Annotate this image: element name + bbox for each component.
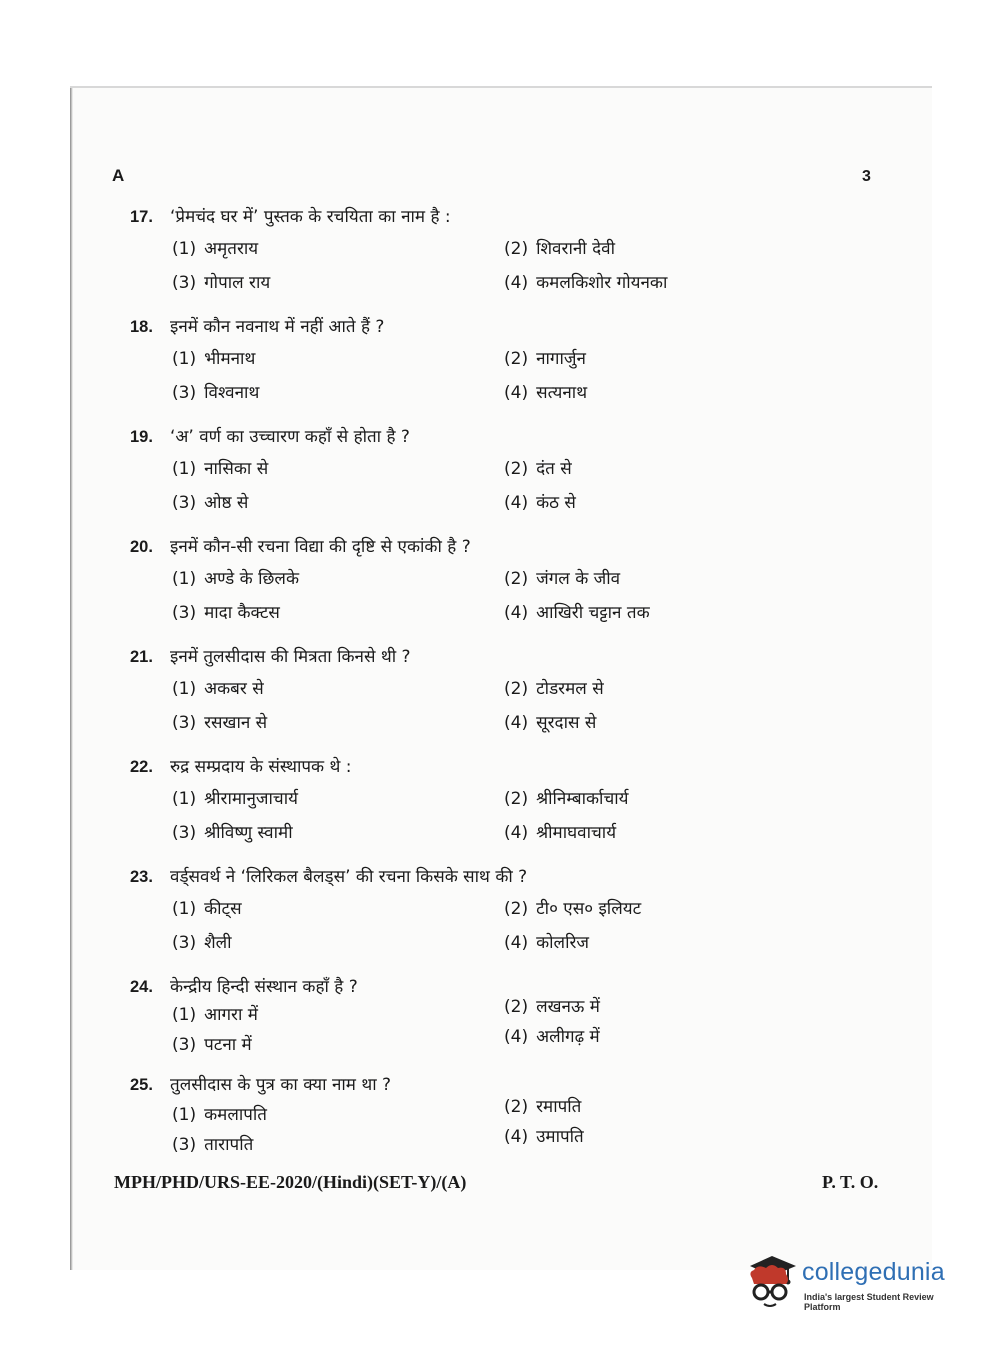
question-stem: [130, 204, 451, 227]
option-1: (1) कीट्स: [172, 899, 242, 919]
option-1: (1) अण्डे के छिलके: [172, 569, 300, 589]
question-text: केन्द्रीय हिन्दी संस्थान कहाँ है ?: [170, 977, 358, 997]
question-stem: [130, 974, 358, 997]
question-text: तुलसीदास के पुत्र का क्या नाम था ?: [170, 1075, 392, 1095]
question-stem: [130, 424, 410, 447]
please-turn-over: P. T. O.: [822, 1172, 879, 1192]
option-1: (1) कमलापति: [172, 1105, 267, 1125]
question-17: [0, 204, 1002, 309]
option-3: (3) तारापति: [172, 1135, 254, 1155]
question-number: 18.: [130, 318, 153, 336]
option-4: (4) कंठ से: [504, 493, 576, 513]
question-22: [0, 754, 1002, 859]
question-stem: [130, 644, 411, 667]
question-text: ‘अ’ वर्ण का उच्चारण कहाँ से होता है ?: [170, 427, 410, 447]
question-21: [0, 644, 1002, 749]
question-number: 17.: [130, 208, 153, 226]
option-4: (4) सत्यनाथ: [504, 383, 588, 403]
question-text: ‘प्रेमचंद घर में’ पुस्तक के रचयिता का नाम है :: [170, 207, 451, 227]
option-4: (4) आखिरी चट्टान तक: [504, 603, 650, 623]
question-stem: [130, 314, 384, 337]
question-stem: [130, 1072, 391, 1095]
option-1: (1) आगरा में: [172, 1005, 258, 1025]
question-text: इनमें तुलसीदास की मित्रता किनसे थी ?: [170, 647, 411, 667]
question-number: 22.: [130, 758, 153, 776]
option-4: (4) कमलकिशोर गोयनका: [504, 273, 668, 293]
question-number: 19.: [130, 428, 153, 446]
option-2: (2) शिवरानी देवी: [504, 239, 615, 259]
question-23: [0, 864, 1002, 969]
option-4: (4) सूरदास से: [504, 713, 597, 733]
option-2: (2) टोडरमल से: [504, 679, 604, 699]
set-letter: A: [112, 166, 125, 185]
option-4: (4) अलीगढ़ में: [504, 1027, 600, 1047]
option-4: (4) कोलरिज: [504, 933, 590, 953]
option-3: (3) मादा कैक्टस: [172, 603, 280, 623]
option-3: (3) रसखान से: [172, 713, 268, 733]
option-3: (3) विश्वनाथ: [172, 383, 260, 403]
question-stem: [130, 534, 471, 557]
option-2: (2) लखनऊ में: [504, 997, 600, 1017]
question-text: इनमें कौन नवनाथ में नहीं आते हैं ?: [170, 317, 385, 337]
question-number: 23.: [130, 868, 153, 886]
question-number: 20.: [130, 538, 153, 556]
option-3: (3) शैली: [172, 933, 232, 953]
option-2: (2) दंत से: [504, 459, 572, 479]
option-1: (1) अकबर से: [172, 679, 264, 699]
page-number: 3: [862, 168, 871, 185]
page-top-edge: [70, 86, 932, 88]
question-20: [0, 534, 1002, 639]
question-text: रुद्र सम्प्रदाय के संस्थापक थे :: [170, 757, 352, 777]
question-stem: [130, 754, 351, 777]
brand-name: collegedunia: [802, 1258, 945, 1286]
paper-code: MPH/PHD/URS-EE-2020/(Hindi)(SET-Y)/(A): [114, 1172, 467, 1192]
option-3: (3) ओष्ठ से: [172, 493, 249, 513]
question-number: 21.: [130, 648, 153, 666]
option-1: (1) भीमनाथ: [172, 349, 256, 369]
brand-tagline: India's largest Student Review Platform: [804, 1292, 934, 1312]
option-4: (4) श्रीमाघवाचार्य: [504, 823, 617, 843]
option-1: (1) श्रीरामानुजाचार्य: [172, 789, 298, 809]
option-2: (2) जंगल के जीव: [504, 569, 621, 589]
question-stem: [130, 864, 527, 887]
option-2: (2) टी० एस० इलियट: [504, 899, 642, 919]
question-19: [0, 424, 1002, 529]
question-25: [0, 1072, 1002, 1177]
question-18: [0, 314, 1002, 419]
collegedunia-watermark: [742, 1250, 972, 1316]
question-24: [0, 974, 1002, 1079]
option-2: (2) नागार्जुन: [504, 349, 586, 369]
question-number: 24.: [130, 978, 153, 996]
question-number: 25.: [130, 1076, 153, 1094]
option-2: (2) रमापति: [504, 1097, 582, 1117]
option-2: (2) श्रीनिम्बार्काचार्य: [504, 789, 629, 809]
option-1: (1) नासिका से: [172, 459, 269, 479]
option-4: (4) उमापति: [504, 1127, 584, 1147]
option-1: (1) अमृतराय: [172, 239, 259, 259]
question-text: इनमें कौन-सी रचना विद्या की दृष्टि से एकांकी है ?: [170, 537, 471, 557]
option-3: (3) श्रीविष्णु स्वामी: [172, 823, 293, 843]
question-text: वर्ड्सवर्थ ने ‘लिरिकल बैलड्स’ की रचना किसके साथ की ?: [170, 867, 528, 887]
option-3: (3) पटना में: [172, 1035, 252, 1055]
option-3: (3) गोपाल राय: [172, 273, 271, 293]
mascot-logo-icon: [742, 1250, 800, 1310]
